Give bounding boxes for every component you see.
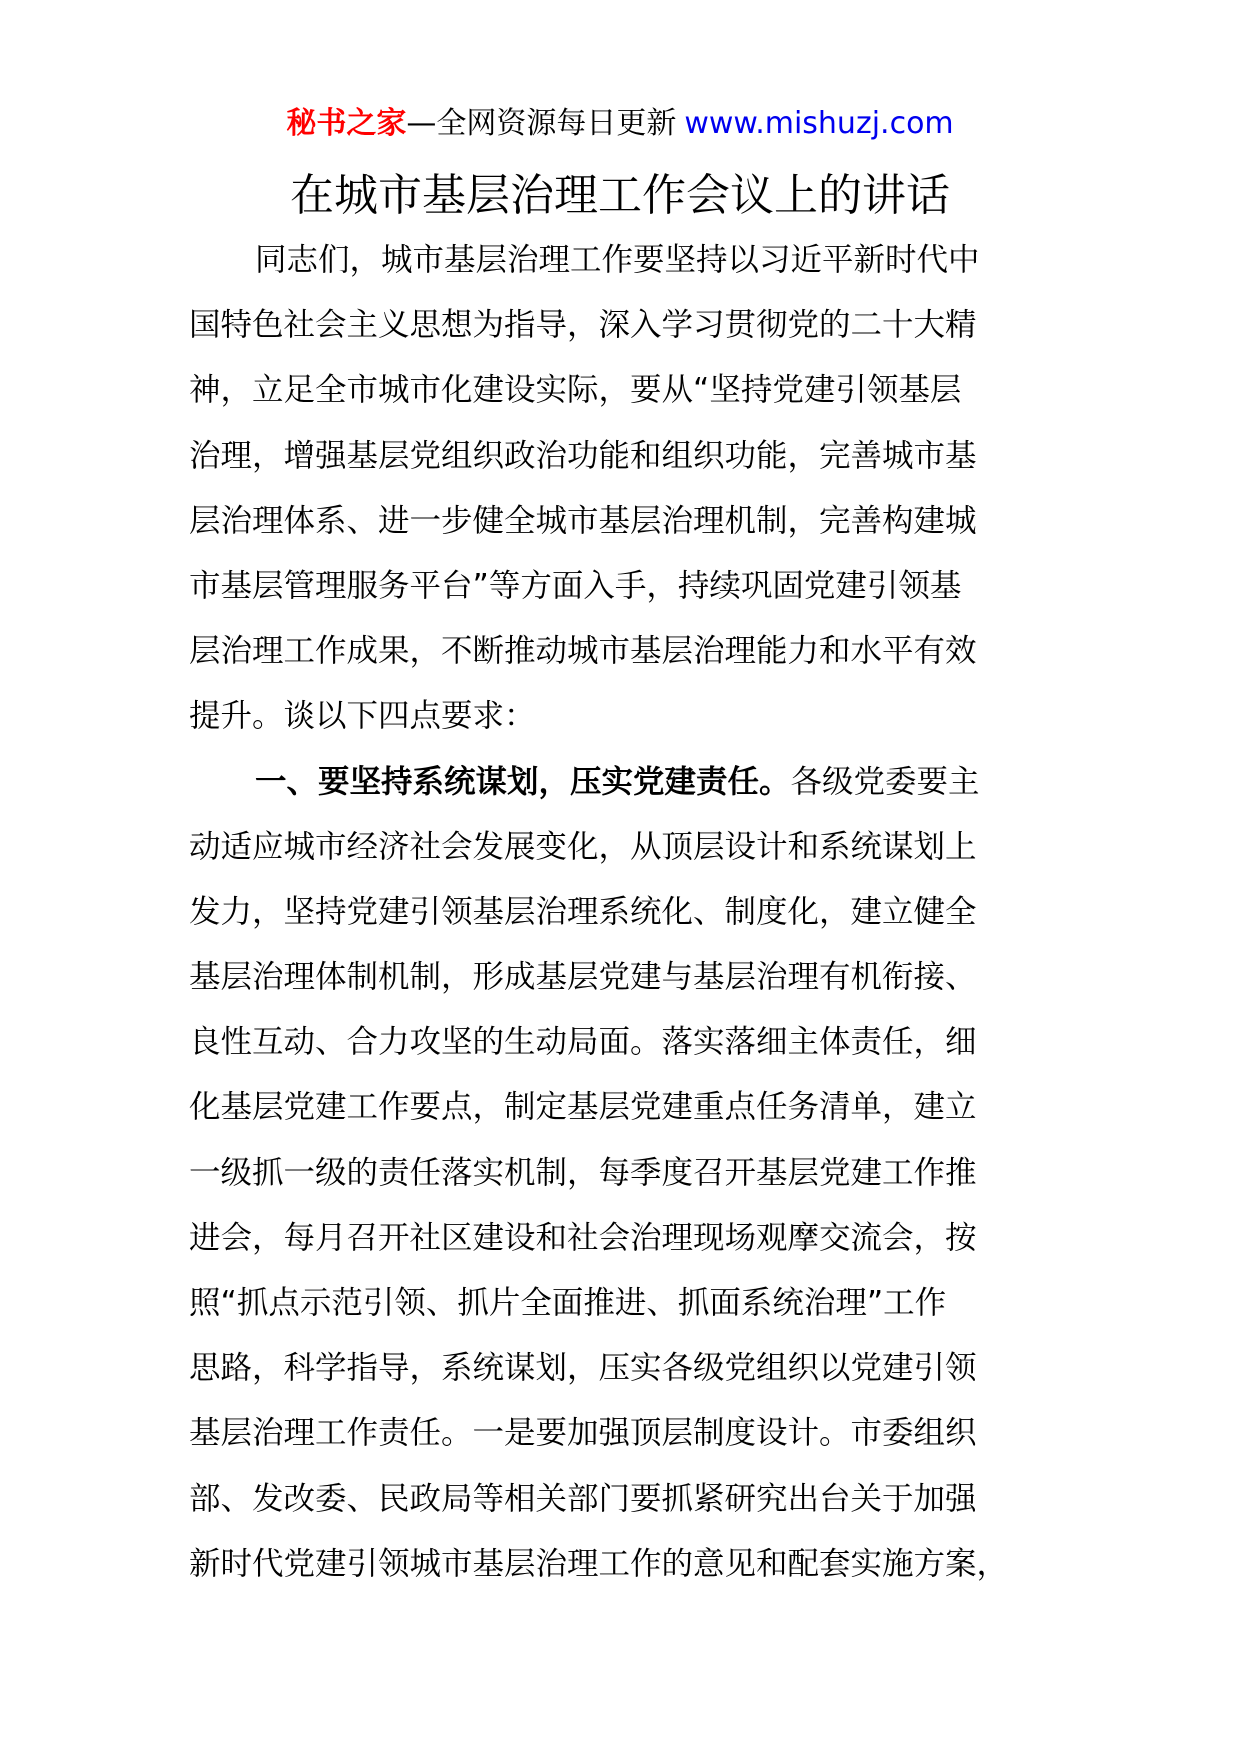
- section-text: 各级党委要主: [790, 763, 980, 800]
- paragraph-line: 化基层党建工作要点，制定基层党建重点任务清单，建立: [189, 1089, 977, 1126]
- section-heading: 一、要坚持系统谋划，压实党建责任。: [255, 763, 791, 800]
- paragraph-line: 良性互动、合力攻坚的生动局面。落实落细主体责任，细: [189, 1024, 977, 1061]
- site-url-link[interactable]: www.mishuzj.com: [684, 106, 954, 141]
- paragraph-line: 新时代党建引领城市基层治理工作的意见和配套实施方案，: [189, 1545, 1009, 1582]
- paragraph-line: 基层治理工作责任。一是要加强顶层制度设计。市委组织: [189, 1415, 977, 1452]
- site-banner: [0, 98, 1240, 150]
- paragraph-line: 部、发改委、民政局等相关部门要抓紧研究出台关于加强: [189, 1480, 977, 1517]
- paragraph-line: 提升。谈以下四点要求：: [189, 698, 536, 735]
- paragraph-line: 思路，科学指导，系统谋划，压实各级党组织以党建引领: [189, 1350, 977, 1387]
- paragraph-line: 层治理体系、进一步健全城市基层治理机制，完善构建城: [189, 502, 977, 539]
- paragraph-line: 进会，每月召开社区建设和社会治理现场观摩交流会，按: [189, 1219, 977, 1256]
- site-tagline: —全网资源每日更新: [406, 106, 677, 141]
- paragraph-line: 一级抓一级的责任落实机制，每季度召开基层党建工作推: [189, 1154, 977, 1191]
- paragraph-line: 照“抓点示范引领、抓片全面推进、抓面系统治理”工作: [189, 1285, 947, 1321]
- paragraph-line: 动适应城市经济社会发展变化，从顶层设计和系统谋划上: [189, 828, 977, 865]
- site-brand: 秘书之家: [286, 106, 407, 141]
- document-body: [189, 228, 1069, 1597]
- paragraph-line: 发力，坚持党建引领基层治理系统化、制度化，建立健全: [189, 893, 977, 930]
- paragraph-line: 层治理工作成果，不断推动城市基层治理能力和水平有效: [189, 633, 977, 670]
- paragraph-line: 基层治理体制机制，形成基层党建与基层治理有机衔接、: [189, 959, 977, 996]
- paragraph-line: 治理，增强基层党组织政治功能和组织功能，完善城市基: [189, 437, 977, 474]
- document-title: 在城市基层治理工作会议上的讲话: [290, 170, 950, 221]
- section-first-line: [189, 750, 1069, 815]
- paragraph-line: 神，立足全市城市化建设实际，要从“坚持党建引领基层: [189, 372, 962, 409]
- paragraph-line: 市基层管理服务平台”等方面入手，持续巩固党建引领基: [189, 567, 962, 604]
- paragraph-line: 国特色社会主义思想为指导，深入学习贯彻党的二十大精: [189, 307, 977, 344]
- paragraph-line: 同志们，城市基层治理工作要坚持以习近平新时代中: [255, 242, 980, 278]
